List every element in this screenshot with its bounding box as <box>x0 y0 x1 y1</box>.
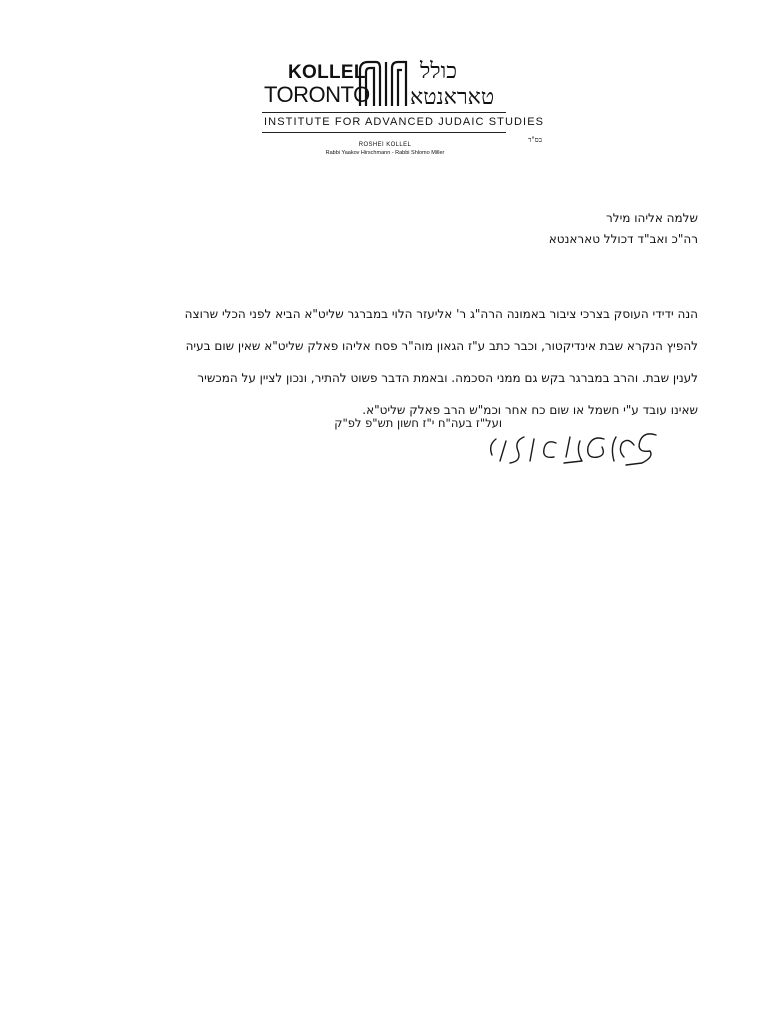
roshei-kollel <box>260 142 510 156</box>
letter-body <box>112 298 698 426</box>
roshei-title: ROSHEI KOLLEL <box>358 142 412 148</box>
sender-block <box>549 208 698 250</box>
letterhead-subtitle: INSTITUTE FOR ADVANCED JUDAIC STUDIES <box>264 116 545 128</box>
letterhead-rule-bottom <box>262 132 506 133</box>
letterhead-hebrew-toronto: טאראנטא <box>410 85 495 110</box>
letterhead-hebrew-kollel: כולל <box>420 59 457 84</box>
kollel-logo-icon <box>356 56 410 110</box>
sender-name: שלמה אליהו מילר <box>605 211 698 225</box>
sender-title: רה"כ ואב"ד דכולל טאראנטא <box>548 232 698 246</box>
letterhead <box>260 54 545 134</box>
body-line: לענין שבת. והרב במברגר בקש גם ממני הסכמה. ובאמת הדבר פשוט להתיר, ונכון לציין על המכשיר <box>197 371 698 385</box>
bsd-mark: בס"ד <box>528 136 542 144</box>
body-line: להפיץ הנקרא שבת אינדיקטור, וכבר כתב ע"ז הגאון מוה"ר פסח אליהו פאלק שליט"א שאין שום בעיה <box>185 339 698 353</box>
roshei-names: Rabbi Yaakov Hirschmann - Rabbi Shlomo Miller <box>325 150 445 156</box>
body-line: הנה ידידי העוסק בצרכי ציבור באמונה הרה"ג ר' אליעזר הלוי במברגר שליט"א הביא לפני הכלי שרוצה <box>184 307 698 321</box>
letterhead-kollel: KOLLEL <box>288 62 366 83</box>
letterhead-rule-top <box>262 112 506 113</box>
letterhead-toronto: TORONTO <box>264 82 370 107</box>
dateline: ועל"ז בעה"ח י"ז חשון תש"פ לפ"ק <box>334 416 502 430</box>
handwritten-signature <box>484 427 660 477</box>
body-line: שאינו עובד ע"י חשמל או שום כח אחר וכמ"ש הרב פאלק שליט"א. <box>362 403 698 417</box>
